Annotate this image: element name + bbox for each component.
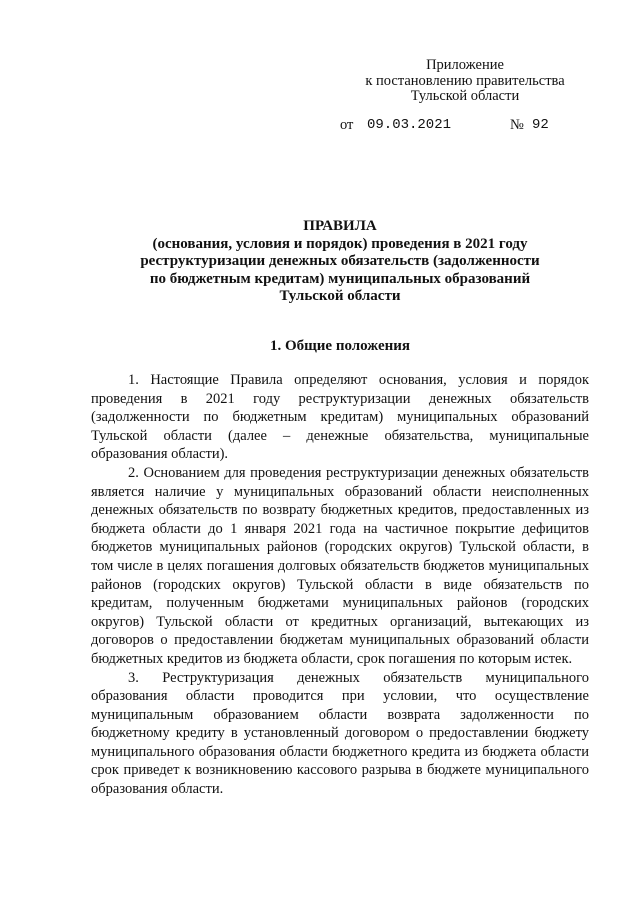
document-body bbox=[91, 371, 589, 799]
appendix-line-2: к постановлению правительства bbox=[365, 72, 565, 89]
decree-reference bbox=[340, 117, 560, 135]
document-title bbox=[80, 218, 600, 306]
number-label: № bbox=[510, 117, 524, 133]
title-line-5: Тульской области bbox=[279, 288, 401, 304]
paragraph-2: 2. Основанием для проведения реструктуризации денежных обязательств является наличие у муниципальных образований области неисполненных денежных обязательств по возврату бюджетных кредитов, предоставленных из бюджета области до 1 января 2021 года на частичное покрытие дефицитов бюджетов муниципальных районов (городских округов) Тульской области, в том числе в целях погашения долговых обязательств бюджетов муниципальных районов (городских округов) Тульской области в виде обязательств по кредитам, полученным бюджетами муниципальных районов (городских округов) Тульской области от кредитных организаций, вытекающих из договоров о предоставлении бюджетам муниципальных образований области бюджетных кредитов из бюджета области, срок погашения по которым истек. bbox=[91, 464, 589, 667]
title-line-1: ПРАВИЛА bbox=[303, 218, 377, 234]
appendix-line-1: Приложение bbox=[426, 57, 504, 73]
appendix-line-3: Тульской области bbox=[410, 88, 520, 104]
paragraph-1: 1. Настоящие Правила определяют основания, условия и порядок проведения в 2021 году реструктуризации денежных обязательств (задолженности по бюджетным кредитам) муниципальных образований Тульской области (далее – денежные обязательства, муниципальные образования области). bbox=[91, 372, 589, 463]
title-line-2: (основания, условия и порядок) проведения в 2021 году bbox=[152, 235, 528, 252]
section-heading: 1. Общие положения bbox=[269, 338, 411, 354]
title-line-3: реструктуризации денежных обязательств (задолженности bbox=[140, 253, 540, 269]
decree-number: 92 bbox=[532, 117, 549, 133]
decree-date: 09.03.2021 bbox=[367, 117, 452, 133]
title-line-4: по бюджетным кредитам) муниципальных образований bbox=[149, 270, 531, 287]
appendix-header bbox=[345, 58, 585, 105]
paragraph-3: 3. Реструктуризация денежных обязательств муниципального образования области проводится при условии, что осуществление муниципальным образованием области возврата задолженности по бюджетному кредиту в установленный договором о предоставлении бюджету муниципального образования области бюджетного кредита из бюджета области срок приведет к возникновению кассового разрыва в бюджете муниципального образования области. bbox=[91, 669, 589, 798]
from-label: от bbox=[340, 117, 354, 133]
